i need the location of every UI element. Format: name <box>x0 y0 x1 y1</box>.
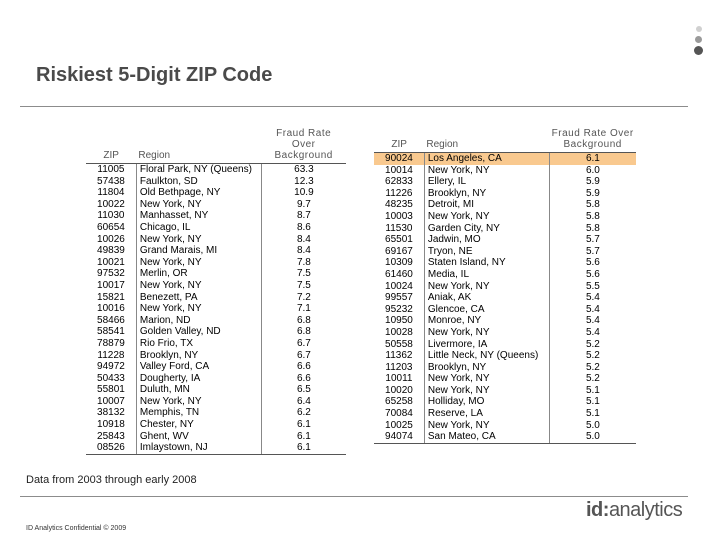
rate-cell: 8.4 <box>296 233 311 245</box>
rate-cell: 5.4 <box>585 292 600 304</box>
zip-cell: 10007 <box>86 396 136 408</box>
region-cell: New York, NY <box>424 373 549 385</box>
rate-cell: 7.8 <box>296 256 311 268</box>
zip-cell: 58541 <box>86 326 136 338</box>
zip-cell: 10309 <box>374 257 424 269</box>
table-row <box>374 246 636 258</box>
table-row <box>374 408 636 420</box>
rate-cell: 6.8 <box>296 326 311 338</box>
rate-cell: 6.2 <box>296 407 311 419</box>
rate-cell: 5.9 <box>585 187 600 199</box>
table-row <box>86 234 346 246</box>
rate-cell: 5.4 <box>585 315 600 327</box>
logo-suffix: analytics <box>608 499 683 521</box>
table-row <box>86 431 346 443</box>
footer-divider <box>20 496 688 497</box>
rate-cell: 63.3 <box>294 164 314 175</box>
rate-cell: 7.1 <box>296 303 311 315</box>
table-row <box>374 269 636 281</box>
region-cell: Media, IL <box>424 269 549 281</box>
rate-cell: 9.7 <box>296 198 311 210</box>
table-row <box>374 350 636 362</box>
table-row <box>86 199 346 211</box>
region-cell: Memphis, TN <box>136 407 261 419</box>
zip-cell: 38132 <box>86 407 136 419</box>
table-row <box>374 199 636 211</box>
region-cell: Staten Island, NY <box>424 257 549 269</box>
region-cell: New York, NY <box>136 303 261 315</box>
zip-cell: 60654 <box>86 222 136 234</box>
rate-cell: 6.5 <box>296 384 311 396</box>
region-cell: Grand Marais, MI <box>136 245 261 257</box>
zip-cell: 90024 <box>374 153 424 165</box>
zip-cell: 11530 <box>374 223 424 235</box>
rate-column-header: Fraud Rate Over Background <box>261 128 346 164</box>
left-zip-table <box>86 128 346 455</box>
header-divider <box>20 106 688 107</box>
table-row <box>374 234 636 246</box>
table-row <box>86 303 346 315</box>
region-cell: New York, NY <box>136 234 261 246</box>
region-cell: New York, NY <box>424 385 549 397</box>
table-row <box>374 304 636 316</box>
rate-cell: 5.2 <box>585 350 600 362</box>
zip-cell: 62833 <box>374 176 424 188</box>
rate-cell: 5.5 <box>585 280 600 292</box>
zip-cell: 97532 <box>86 268 136 280</box>
rate-cell: 6.6 <box>296 361 311 373</box>
table-row <box>86 280 346 292</box>
table-row <box>374 339 636 351</box>
zip-cell: 94074 <box>374 431 424 443</box>
table-row <box>86 257 346 269</box>
table-row <box>374 431 636 443</box>
zip-cell: 10011 <box>374 373 424 385</box>
rate-cell: 5.7 <box>585 245 600 257</box>
region-cell: Los Angeles, CA <box>424 153 549 165</box>
region-cell: New York, NY <box>424 165 549 177</box>
region-cell: Rio Frio, TX <box>136 338 261 350</box>
zip-cell: 10026 <box>86 234 136 246</box>
rate-cell: 5.2 <box>585 361 600 373</box>
rate-cell: 5.6 <box>585 257 600 269</box>
rate-cell: 12.3 <box>294 175 314 187</box>
table-row <box>374 396 636 408</box>
region-cell: Duluth, MN <box>136 384 261 396</box>
rate-cell: 5.8 <box>585 199 600 211</box>
table-row <box>374 153 636 165</box>
region-cell: Detroit, MI <box>424 199 549 211</box>
rate-cell: 5.1 <box>585 408 600 420</box>
table-row <box>374 373 636 385</box>
zip-cell: 65258 <box>374 396 424 408</box>
rate-cell: 6.1 <box>261 442 346 454</box>
zip-cell: 25843 <box>86 431 136 443</box>
rate-cell: 7.5 <box>296 268 311 280</box>
region-cell: Dougherty, IA <box>136 373 261 385</box>
table-row <box>86 222 346 234</box>
rate-cell: 5.4 <box>585 326 600 338</box>
zip-cell: 11005 <box>86 164 136 176</box>
zip-cell: 10028 <box>374 327 424 339</box>
table-row <box>374 188 636 200</box>
region-cell: Golden Valley, ND <box>136 326 261 338</box>
rate-cell: 6.1 <box>549 153 636 165</box>
table-row <box>374 327 636 339</box>
rate-cell: 7.2 <box>296 291 311 303</box>
zip-cell: 10016 <box>86 303 136 315</box>
dot-dark <box>694 46 703 55</box>
rate-cell: 10.9 <box>294 187 314 199</box>
rate-cell: 5.2 <box>585 338 600 350</box>
zip-cell: 95232 <box>374 304 424 316</box>
table-row <box>374 292 636 304</box>
table-row <box>86 419 346 431</box>
rate-cell: 5.1 <box>585 396 600 408</box>
zip-cell: 10020 <box>374 385 424 397</box>
region-column-header: Region <box>136 128 261 164</box>
region-cell: Old Bethpage, NY <box>136 187 261 199</box>
rate-cell: 6.7 <box>296 349 311 361</box>
zip-cell: 55801 <box>86 384 136 396</box>
region-cell: Reserve, LA <box>424 408 549 420</box>
table-row <box>86 407 346 419</box>
region-cell: Marion, ND <box>136 315 261 327</box>
region-cell: Chicago, IL <box>136 222 261 234</box>
table-row <box>86 187 346 199</box>
zip-cell: 78879 <box>86 338 136 350</box>
company-logo <box>586 499 682 522</box>
table-row <box>374 165 636 177</box>
zip-cell: 10021 <box>86 257 136 269</box>
zip-cell: 10017 <box>86 280 136 292</box>
region-cell: New York, NY <box>424 327 549 339</box>
rate-cell: 5.2 <box>585 373 600 385</box>
zip-cell: 10024 <box>374 281 424 293</box>
region-cell: New York, NY <box>136 280 261 292</box>
table-row <box>374 223 636 235</box>
zip-cell: 49839 <box>86 245 136 257</box>
table-row <box>374 281 636 293</box>
region-cell: Monroe, NY <box>424 315 549 327</box>
zip-cell: 10022 <box>86 199 136 211</box>
rate-cell: 5.6 <box>585 268 600 280</box>
region-column-header: Region <box>424 128 549 153</box>
zip-cell: 11228 <box>86 350 136 362</box>
region-cell: Tryon, NE <box>424 246 549 258</box>
region-cell: Manhasset, NY <box>136 210 261 222</box>
zip-cell: 10025 <box>374 420 424 432</box>
rate-cell: 8.7 <box>296 210 311 222</box>
zip-cell: 57438 <box>86 176 136 188</box>
zip-column-header: ZIP <box>374 128 424 153</box>
rate-cell: 6.6 <box>296 372 311 384</box>
zip-cell: 99557 <box>374 292 424 304</box>
table-row <box>374 315 636 327</box>
rate-cell: 8.4 <box>296 245 311 257</box>
zip-cell: 65501 <box>374 234 424 246</box>
region-cell: Faulkton, SD <box>136 176 261 188</box>
table-row <box>374 385 636 397</box>
rate-cell: 5.4 <box>585 303 600 315</box>
zip-cell: 61460 <box>374 269 424 281</box>
zip-cell: 10003 <box>374 211 424 223</box>
zip-cell: 10918 <box>86 419 136 431</box>
dot-mid <box>695 36 702 43</box>
right-zip-table <box>374 128 636 444</box>
rate-cell: 7.5 <box>296 279 311 291</box>
region-cell: Valley Ford, CA <box>136 361 261 373</box>
confidential-footer: ID Analytics Confidential © 2009 <box>26 525 127 532</box>
page-title: Riskiest 5-Digit ZIP Code <box>36 64 273 86</box>
region-cell: Jadwin, MO <box>424 234 549 246</box>
zip-cell: 11226 <box>374 188 424 200</box>
logo-prefix: id: <box>586 499 609 521</box>
table-row <box>86 176 346 188</box>
table-row <box>374 257 636 269</box>
region-cell: Garden City, NY <box>424 223 549 235</box>
table-row <box>374 176 636 188</box>
region-cell: Ghent, WV <box>136 431 261 443</box>
region-cell: San Mateo, CA <box>424 431 549 443</box>
region-cell: Little Neck, NY (Queens) <box>424 350 549 362</box>
rate-column-header: Fraud Rate Over Background <box>549 128 636 153</box>
rate-cell: 8.6 <box>296 221 311 233</box>
table-row <box>86 338 346 350</box>
table-row <box>86 396 346 408</box>
region-cell: Livermore, IA <box>424 339 549 351</box>
region-cell: Brooklyn, NY <box>424 362 549 374</box>
table-row <box>86 245 346 257</box>
region-cell: New York, NY <box>424 420 549 432</box>
zip-cell: 10014 <box>374 165 424 177</box>
table-row <box>86 164 346 176</box>
table-row <box>86 292 346 304</box>
rate-cell: 5.8 <box>585 222 600 234</box>
rate-cell: 6.4 <box>296 395 311 407</box>
zip-cell: 50433 <box>86 373 136 385</box>
rate-cell: 5.7 <box>585 234 600 246</box>
region-cell: Floral Park, NY (Queens) <box>136 164 261 176</box>
table-row <box>374 420 636 432</box>
zip-column-header: ZIP <box>86 128 136 164</box>
rate-cell: 6.8 <box>296 314 311 326</box>
zip-cell: 08526 <box>86 442 136 454</box>
rate-cell: 5.8 <box>585 210 600 222</box>
table-row <box>374 211 636 223</box>
region-cell: Imlaystown, NJ <box>136 442 261 454</box>
table-row <box>374 362 636 374</box>
region-cell: New York, NY <box>424 211 549 223</box>
data-source-note: Data from 2003 through early 2008 <box>26 474 197 486</box>
table-row <box>86 384 346 396</box>
region-cell: New York, NY <box>424 281 549 293</box>
rate-cell: 6.1 <box>296 419 311 431</box>
table-row <box>86 268 346 280</box>
table-row <box>86 350 346 362</box>
rate-cell: 5.9 <box>585 176 600 188</box>
rate-cell: 5.0 <box>585 419 600 431</box>
region-cell: Aniak, AK <box>424 292 549 304</box>
table-row <box>86 210 346 222</box>
table-row <box>86 315 346 327</box>
zip-cell: 70084 <box>374 408 424 420</box>
zip-cell: 58466 <box>86 315 136 327</box>
zip-cell: 10950 <box>374 315 424 327</box>
rate-cell: 5.1 <box>585 384 600 396</box>
zip-cell: 69167 <box>374 246 424 258</box>
rate-cell: 6.0 <box>585 164 600 176</box>
zip-cell: 15821 <box>86 292 136 304</box>
region-cell: Holliday, MO <box>424 396 549 408</box>
table-row <box>86 373 346 385</box>
rate-cell: 6.7 <box>296 337 311 349</box>
table-row <box>86 326 346 338</box>
dot-light <box>696 26 702 32</box>
region-cell: Merlin, OR <box>136 268 261 280</box>
zip-cell: 11030 <box>86 210 136 222</box>
region-cell: Brooklyn, NY <box>136 350 261 362</box>
region-cell: New York, NY <box>136 257 261 269</box>
table-row <box>86 361 346 373</box>
region-cell: New York, NY <box>136 396 261 408</box>
region-cell: Ellery, IL <box>424 176 549 188</box>
region-cell: Benezett, PA <box>136 292 261 304</box>
zip-cell: 50558 <box>374 339 424 351</box>
zip-cell: 11203 <box>374 362 424 374</box>
region-cell: Chester, NY <box>136 419 261 431</box>
region-cell: Brooklyn, NY <box>424 188 549 200</box>
zip-cell: 11804 <box>86 187 136 199</box>
region-cell: Glencoe, CA <box>424 304 549 316</box>
zip-cell: 94972 <box>86 361 136 373</box>
rate-cell: 6.1 <box>296 430 311 442</box>
zip-cell: 11362 <box>374 350 424 362</box>
rate-cell: 5.0 <box>549 431 636 443</box>
table-row <box>86 442 346 454</box>
zip-cell: 48235 <box>374 199 424 211</box>
region-cell: New York, NY <box>136 199 261 211</box>
